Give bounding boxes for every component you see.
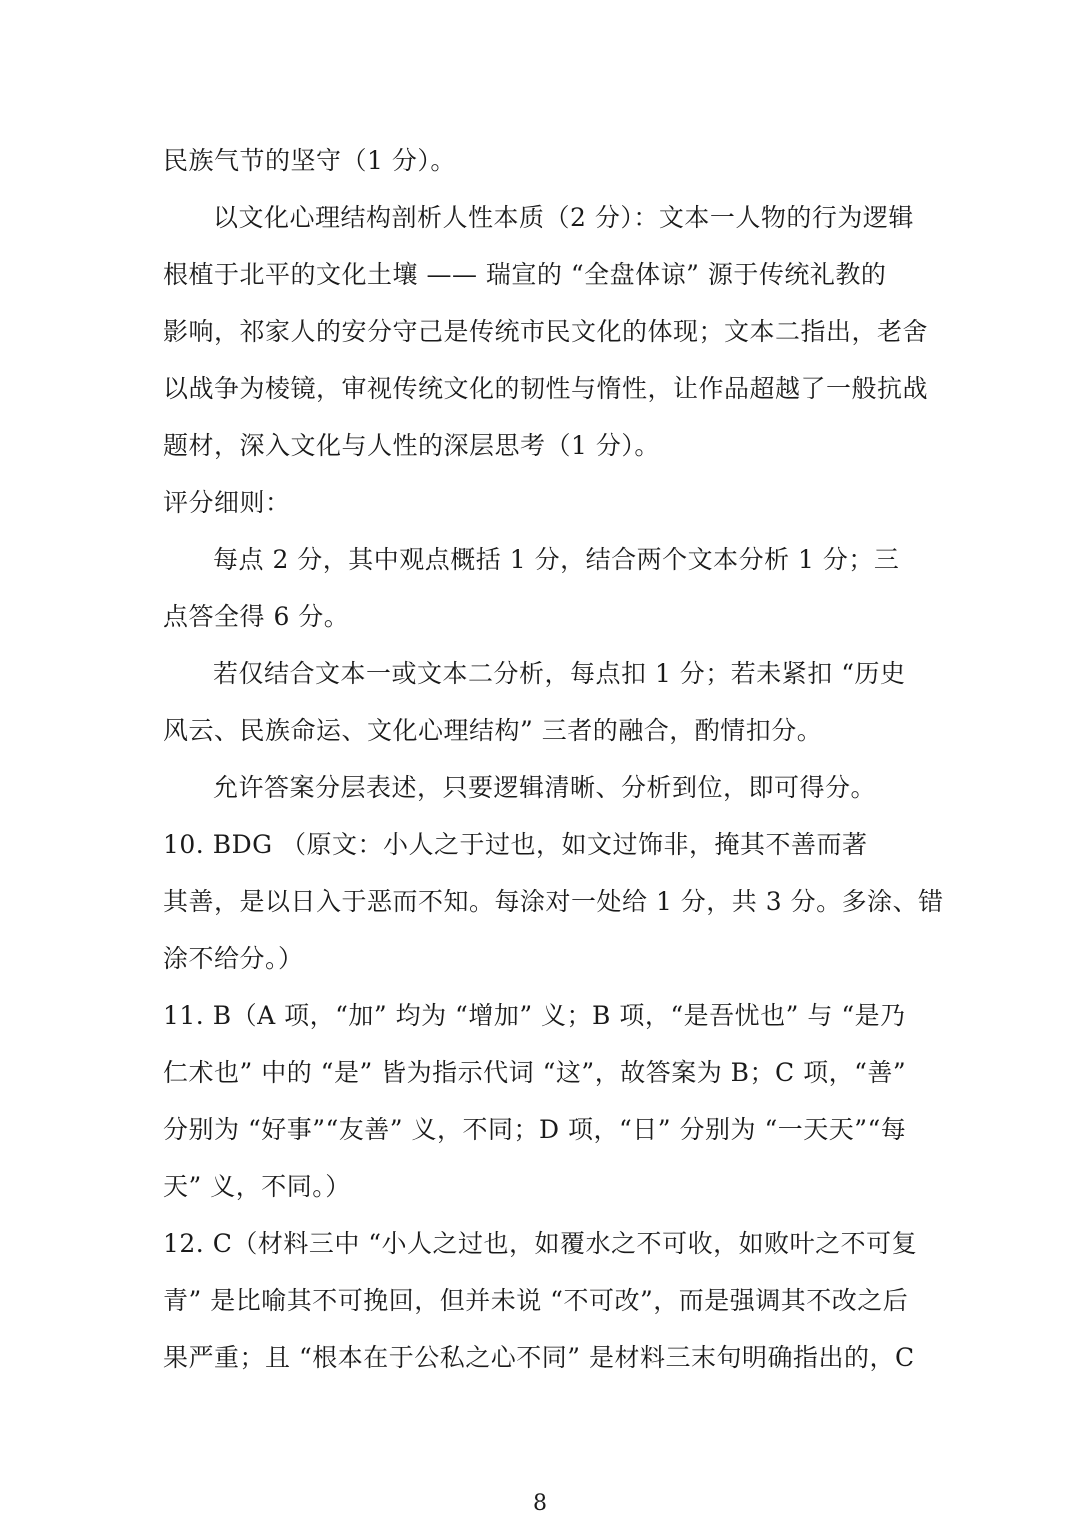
text-line: 点答全得 6 分。 bbox=[163, 602, 350, 631]
page-body bbox=[163, 132, 944, 1386]
text-line: 其善，是以日入于恶而不知。每涂对一处给 1 分，共 3 分。多涂、错 bbox=[163, 887, 944, 916]
text-line: 分别为 “好事”“友善” 义，不同；D 项，“日” 分别为 “一天天”“每 bbox=[163, 1115, 907, 1144]
answer-10: 10. BDG （原文：小人之于过也，如文过饰非，掩其不善而著 bbox=[163, 830, 868, 859]
text-line: 青” 是比喻其不可挽回，但并未说 “不可改”，而是强调其不改之后 bbox=[163, 1286, 909, 1315]
answer-12: 12. C（材料三中 “小人之过也，如覆水之不可收，如败叶之不可复 bbox=[163, 1229, 918, 1258]
answer-11: 11. B（A 项，“加” 均为 “增加” 义；B 项，“是吾忧也” 与 “是乃 bbox=[163, 1001, 906, 1030]
text-line: 若仅结合文本一或文本二分析，每点扣 1 分；若未紧扣 “历史 bbox=[213, 659, 906, 688]
text-line: 涂不给分。） bbox=[163, 944, 304, 973]
text-line: 影响，祁家人的安分守己是传统市民文化的体现；文本二指出，老舍 bbox=[163, 317, 929, 346]
text-line: 天” 义，不同。） bbox=[163, 1172, 351, 1201]
text-line: 仁术也” 中的 “是” 皆为指示代词 “这”，故答案为 B；C 项，“善” bbox=[163, 1058, 907, 1087]
text-line: 每点 2 分，其中观点概括 1 分，结合两个文本分析 1 分；三 bbox=[213, 545, 900, 574]
text-line: 根植于北平的文化土壤 —— 瑞宣的 “全盘体谅” 源于传统礼教的 bbox=[163, 260, 887, 289]
text-line: 以战争为棱镜，审视传统文化的韧性与惰性，让作品超越了一般抗战 bbox=[163, 374, 929, 403]
text-line: 题材，深入文化与人性的深层思考（1 分）。 bbox=[163, 431, 660, 460]
text-line: 果严重；且 “根本在于公私之心不同” 是材料三末句明确指出的，C bbox=[163, 1343, 915, 1372]
section-heading: 评分细则： bbox=[163, 488, 291, 517]
text-line: 风云、民族命运、文化心理结构” 三者的融合，酌情扣分。 bbox=[163, 716, 823, 745]
text-line: 允许答案分层表述，只要逻辑清晰、分析到位，即可得分。 bbox=[213, 773, 877, 802]
text-line: 民族气节的坚守（1 分）。 bbox=[163, 146, 456, 175]
page-number: 8 bbox=[533, 1491, 547, 1516]
text-line: 以文化心理结构剖析人性本质（2 分）：文本一人物的行为逻辑 bbox=[213, 203, 914, 232]
